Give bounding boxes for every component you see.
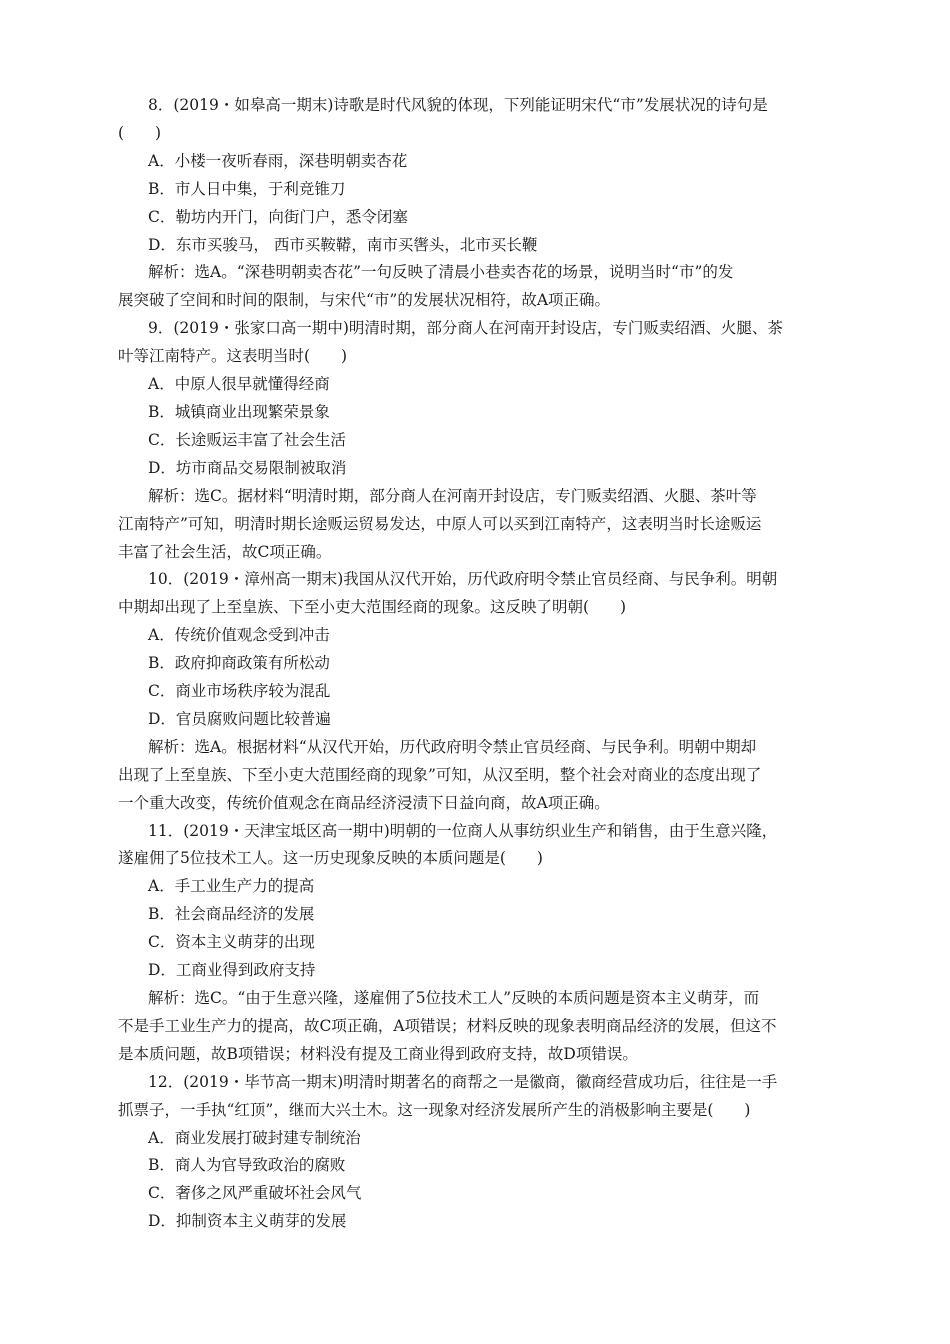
question-stem: 叶等江南特产。这表明当时( ) [118, 347, 348, 366]
analysis: 是本质问题，故B项错误；材料没有提及工商业得到政府支持，故D项错误。 [118, 1044, 638, 1063]
option-a: A．商业发展打破封建专制统治 [148, 1128, 361, 1147]
document-page [118, 92, 838, 1236]
analysis: 江南特产”可知，明清时期长途贩运贸易发达，中原人可以买到江南特产，这表明当时长途贩运 [118, 514, 762, 533]
analysis: 一个重大改变，传统价值观念在商品经济浸渍下日益向商，故A项正确。 [118, 793, 610, 812]
analysis: 解析：选C。据材料“明清时期，部分商人在河南开封设店，专门贩卖绍酒、火腿、茶叶等 [148, 486, 757, 505]
question-11 [118, 818, 838, 1069]
option-d: D．坊市商品交易限制被取消 [148, 458, 347, 477]
option-a: A．传统价值观念受到冲击 [148, 626, 330, 645]
option-c: C．长途贩运丰富了社会生活 [148, 430, 346, 449]
option-a: A．中原人很早就懂得经商 [148, 375, 330, 394]
option-c: C．奢侈之风严重破坏社会风气 [148, 1184, 362, 1203]
question-stem: 8．(2019・如皋高一期末)诗歌是时代风貌的体现，下列能证明宋代“市”发展状况的诗句是 [148, 96, 768, 114]
analysis: 展突破了空间和时间的限制，与宋代“市”的发展状况相符，故A项正确。 [118, 291, 611, 310]
question-12 [118, 1069, 838, 1236]
option-b: B．市人日中集，于利竞锥刀 [148, 179, 346, 198]
question-10 [118, 566, 838, 817]
analysis: 出现了上至皇族、下至小吏大范围经商的现象”可知，从汉至明，整个社会对商业的态度出现了 [118, 765, 762, 784]
option-b: B．商人为官导致政治的腐败 [148, 1156, 346, 1175]
option-a: A．手工业生产力的提高 [148, 877, 315, 896]
question-stem: ( ) [118, 123, 162, 142]
option-c: C．商业市场秩序较为混乱 [148, 682, 331, 701]
analysis: 解析：选A。根据材料“从汉代开始，历代政府明令禁止官员经商、与民争利。明朝中期却 [148, 737, 757, 756]
analysis: 解析：选C。“由于生意兴隆，遂雇佣了5位技术工人”反映的本质问题是资本主义萌芽，而 [148, 989, 760, 1007]
analysis: 丰富了社会生活，故C项正确。 [118, 542, 332, 561]
question-stem: 抓票子，一手执“红顶”，继而大兴土木。这一现象对经济发展所产生的消极影响主要是( ) [118, 1100, 751, 1119]
analysis: 解析：选A。“深巷明朝卖杏花”一句反映了清晨小巷卖杏花的场景，说明当时“市”的发 [148, 263, 734, 282]
question-8 [118, 92, 838, 315]
question-stem: 中期却出现了上至皇族、下至小吏大范围经商的现象。这反映了明朝( ) [118, 598, 627, 617]
option-b: B．社会商品经济的发展 [148, 905, 315, 924]
analysis: 不是手工业生产力的提高，故C项正确，A项错误；材料反映的现象表明商品经济的发展，但这不 [118, 1016, 777, 1035]
option-d: D．东市买骏马， 西市买鞍鞯，南市买辔头，北市买长鞭 [148, 235, 538, 254]
question-stem: 9．(2019・张家口高一期中)明清时期，部分商人在河南开封设店，专门贩卖绍酒、火腿、茶 [148, 319, 783, 338]
option-b: B．政府抑商政策有所松动 [148, 654, 330, 673]
option-b: B．城镇商业出现繁荣景象 [148, 402, 330, 421]
question-stem: 12．(2019・毕节高一期末)明清时期著名的商帮之一是徽商，徽商经营成功后，往往是一手 [148, 1072, 778, 1091]
option-c: C．勒坊内开门，向街门户，悉令闭塞 [148, 207, 408, 226]
option-d: D．工商业得到政府支持 [148, 961, 316, 980]
question-stem: 10．(2019・漳州高一期末)我国从汉代开始，历代政府明令禁止官员经商、与民争利。明朝 [148, 570, 778, 589]
option-a: A．小楼一夜听春雨，深巷明朝卖杏花 [148, 151, 408, 170]
question-9 [118, 315, 838, 566]
option-c: C．资本主义萌芽的出现 [148, 933, 315, 952]
option-d: D．官员腐败问题比较普遍 [148, 709, 331, 728]
question-stem: 11．(2019・天津宝坻区高一期中)明朝的一位商人从事纺织业生产和销售，由于生意兴隆， [148, 821, 778, 840]
option-d: D．抑制资本主义萌芽的发展 [148, 1212, 347, 1231]
question-stem: 遂雇佣了5位技术工人。这一历史现象反映的本质问题是( ) [118, 849, 543, 868]
